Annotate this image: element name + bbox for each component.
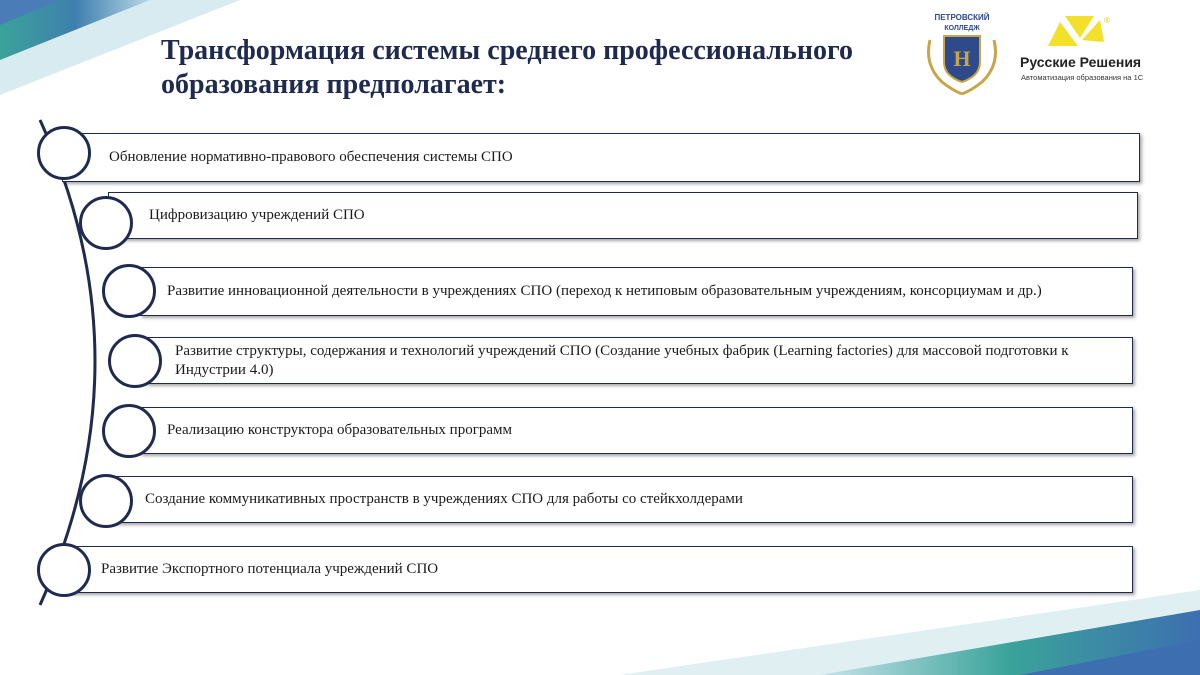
logo-name: Русские Решения [1020,54,1142,70]
list-item [146,337,1133,384]
list-item-text: Создание коммуникативных пространств в учреждениях СПО для работы со стейкхолдерами [145,491,743,507]
bullet-circle [102,404,156,458]
list-item [110,476,1133,523]
bottom-right-corner-decoration [620,590,1200,675]
list-item [62,133,1140,182]
registered-mark: ® [1104,16,1110,25]
bullet-circle [108,334,162,388]
timeline-curve [40,120,95,605]
bullet-circle [37,543,91,597]
logo-bottom-text: КОЛЛЕДЖ [944,25,980,32]
list-item [140,407,1133,454]
bullet-circle [102,264,156,318]
bullet-circle [79,196,133,250]
page-title: Трансформация системы среднего профессионального образования предполагает: [161,35,853,100]
list-item [62,546,1133,593]
list-item-text: Реализацию конструктора образовательных программ [167,422,512,438]
bullet-circle [79,474,133,528]
list-item [108,192,1138,239]
logo-top-text: ПЕТРОВСКИЙ [934,13,990,22]
list-item-text: Развитие Экспортного потенциала учреждений СПО [101,561,439,577]
logo-subtitle: Автоматизация образования на 1С [1021,73,1144,82]
list-item-text: Развитие структуры, содержания и технологий учреждений СПО (Создание учебных фабрик (Learning factories) для массовой подготовки к Индустрии 4.0) [175,342,1069,378]
svg-text:Н: Н [953,46,971,71]
list-item-text: Развитие инновационной деятельности в учреждениях СПО (переход к нетиповым образовательным учреждениям, консорциумам и др.) [167,283,1042,299]
petrovsky-college-logo [922,10,1002,100]
list-item-text: Цифровизацию учреждений СПО [149,207,365,223]
bullet-circle [37,126,91,180]
list-item-text: Обновление нормативно-правового обеспечения системы СПО [109,149,513,165]
list-item [140,267,1133,316]
russkie-resheniya-logo [1020,12,1150,87]
